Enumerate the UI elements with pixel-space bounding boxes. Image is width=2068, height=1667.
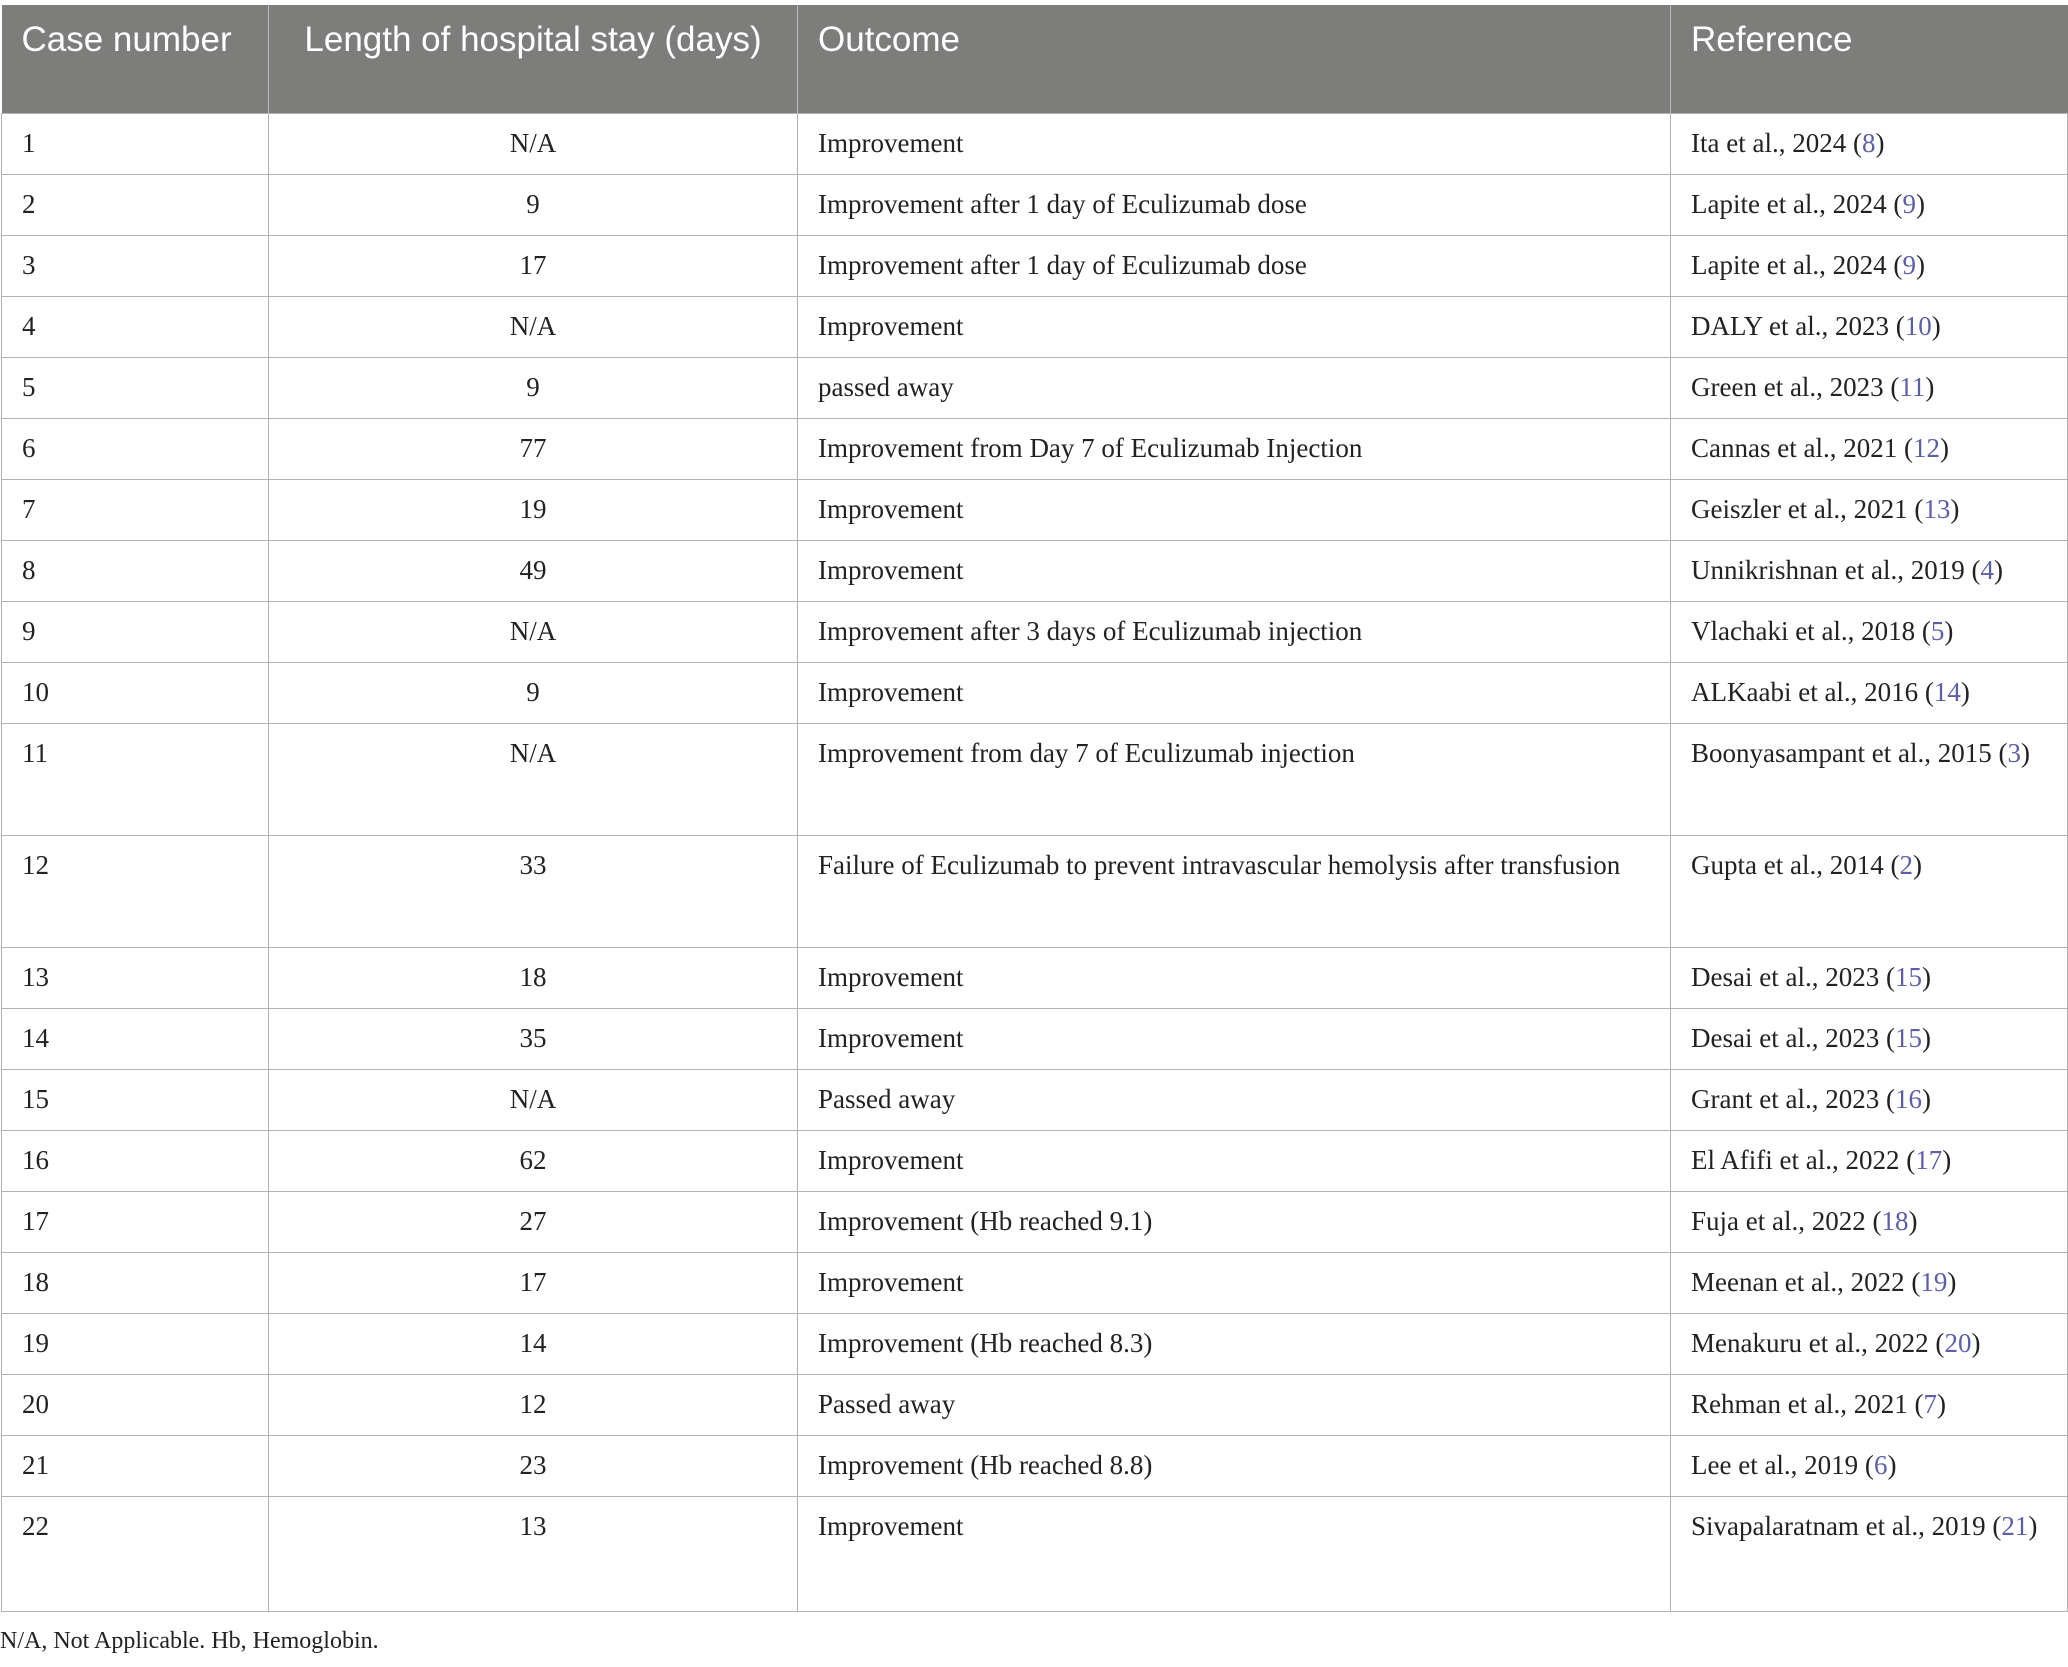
cell-length-of-stay: 12	[269, 1374, 798, 1435]
cell-outcome: Passed away	[798, 1069, 1671, 1130]
cell-reference	[1671, 418, 2068, 479]
reference-citation-link[interactable]: 11	[1899, 371, 1926, 402]
cell-reference	[1671, 479, 2068, 540]
case-table-container	[1, 5, 2067, 1612]
cell-reference	[1671, 1069, 2068, 1130]
reference-citation-link[interactable]: 8	[1861, 127, 1876, 158]
table-row	[2, 1313, 2068, 1374]
cell-outcome: Improvement after 1 day of Eculizumab dose	[798, 235, 1671, 296]
cell-length-of-stay: 17	[269, 1252, 798, 1313]
cell-reference	[1671, 174, 2068, 235]
reference-citation-link[interactable]: 15	[1894, 1022, 1922, 1053]
cell-case-number: 17	[2, 1191, 269, 1252]
cell-length-of-stay: 9	[269, 662, 798, 723]
cell-length-of-stay: 35	[269, 1008, 798, 1069]
table-row	[2, 1191, 2068, 1252]
reference-citation-link[interactable]: 15	[1894, 961, 1922, 992]
cell-case-number: 11	[2, 723, 269, 835]
reference-close-paren: )	[1915, 188, 1925, 219]
reference-text: Sivapalaratnam et al., 2019 (	[1691, 1510, 2002, 1541]
reference-close-paren: )	[1925, 371, 1935, 402]
cell-case-number: 7	[2, 479, 269, 540]
cell-outcome: Improvement	[798, 479, 1671, 540]
cell-reference	[1671, 835, 2068, 947]
reference-close-paren: )	[1912, 849, 1922, 880]
cell-reference	[1671, 1008, 2068, 1069]
table-row	[2, 113, 2068, 174]
cell-outcome: Improvement	[798, 1496, 1671, 1611]
table-row	[2, 479, 2068, 540]
reference-text: Vlachaki et al., 2018 (	[1691, 615, 1931, 646]
reference-citation-link[interactable]: 2	[1899, 849, 1913, 880]
reference-text: El Afifi et al., 2022 (	[1691, 1144, 1916, 1175]
reference-text: Fuja et al., 2022 (	[1691, 1205, 1882, 1236]
reference-text: Unnikrishnan et al., 2019 (	[1691, 554, 1981, 585]
cell-reference	[1671, 113, 2068, 174]
reference-close-paren: )	[1931, 310, 1941, 341]
reference-close-paren: )	[1950, 493, 1960, 524]
reference-citation-link[interactable]: 4	[1980, 554, 1994, 585]
cell-length-of-stay: N/A	[269, 601, 798, 662]
reference-citation-link[interactable]: 21	[2001, 1510, 2029, 1541]
cell-case-number: 4	[2, 296, 269, 357]
reference-close-paren: )	[2028, 1510, 2038, 1541]
reference-citation-link[interactable]: 17	[1915, 1144, 1943, 1175]
header-reference: Reference	[1671, 5, 2068, 113]
cell-length-of-stay: 9	[269, 174, 798, 235]
cell-reference	[1671, 1374, 2068, 1435]
table-row	[2, 662, 2068, 723]
cell-outcome: Improvement (Hb reached 8.8)	[798, 1435, 1671, 1496]
reference-close-paren: )	[1993, 554, 2003, 585]
reference-citation-link[interactable]: 9	[1902, 188, 1916, 219]
cell-case-number: 6	[2, 418, 269, 479]
reference-citation-link[interactable]: 16	[1894, 1083, 1922, 1114]
cell-case-number: 19	[2, 1313, 269, 1374]
cell-reference	[1671, 1313, 2068, 1374]
reference-close-paren: )	[1921, 1022, 1931, 1053]
reference-close-paren: )	[2020, 737, 2030, 768]
reference-text: Desai et al., 2023 (	[1691, 1022, 1895, 1053]
reference-text: Green et al., 2023 (	[1691, 371, 1900, 402]
table-row	[2, 1496, 2068, 1611]
reference-citation-link[interactable]: 7	[1923, 1388, 1937, 1419]
cell-case-number: 2	[2, 174, 269, 235]
cell-reference	[1671, 723, 2068, 835]
cell-reference	[1671, 235, 2068, 296]
table-row	[2, 835, 2068, 947]
cell-case-number: 20	[2, 1374, 269, 1435]
cell-outcome: Improvement	[798, 1252, 1671, 1313]
cell-case-number: 14	[2, 1008, 269, 1069]
header-row	[2, 5, 2068, 113]
cell-length-of-stay: N/A	[269, 1069, 798, 1130]
reference-citation-link[interactable]: 10	[1904, 310, 1932, 341]
cell-length-of-stay: N/A	[269, 723, 798, 835]
cell-reference	[1671, 357, 2068, 418]
cell-reference	[1671, 601, 2068, 662]
case-table	[1, 5, 2068, 1612]
cell-length-of-stay: N/A	[269, 296, 798, 357]
cell-outcome: Improvement	[798, 1008, 1671, 1069]
reference-text: Gupta et al., 2014 (	[1691, 849, 1900, 880]
cell-case-number: 8	[2, 540, 269, 601]
cell-case-number: 3	[2, 235, 269, 296]
reference-text: Lee et al., 2019 (	[1691, 1449, 1874, 1480]
reference-close-paren: )	[1921, 961, 1931, 992]
reference-text: Boonyasampant et al., 2015 (	[1691, 737, 2008, 768]
reference-close-paren: )	[1921, 1083, 1931, 1114]
reference-text: Meenan et al., 2022 (	[1691, 1266, 1921, 1297]
cell-length-of-stay: 49	[269, 540, 798, 601]
reference-citation-link[interactable]: 19	[1920, 1266, 1948, 1297]
reference-text: Lapite et al., 2024 (	[1691, 249, 1903, 280]
cell-outcome: Improvement after 1 day of Eculizumab dose	[798, 174, 1671, 235]
reference-citation-link[interactable]: 9	[1902, 249, 1916, 280]
cell-length-of-stay: 27	[269, 1191, 798, 1252]
reference-close-paren: )	[1887, 1449, 1897, 1480]
cell-length-of-stay: N/A	[269, 113, 798, 174]
reference-close-paren: )	[1942, 1144, 1952, 1175]
table-row	[2, 1252, 2068, 1313]
reference-text: Grant et al., 2023 (	[1691, 1083, 1895, 1114]
reference-text: Lapite et al., 2024 (	[1691, 188, 1903, 219]
cell-length-of-stay: 17	[269, 235, 798, 296]
cell-length-of-stay: 19	[269, 479, 798, 540]
reference-citation-link[interactable]: 12	[1912, 432, 1940, 463]
cell-length-of-stay: 62	[269, 1130, 798, 1191]
header-outcome: Outcome	[798, 5, 1671, 113]
reference-close-paren: )	[1875, 127, 1885, 158]
cell-case-number: 18	[2, 1252, 269, 1313]
cell-outcome: Improvement (Hb reached 8.3)	[798, 1313, 1671, 1374]
reference-text: Menakuru et al., 2022 (	[1691, 1327, 1945, 1358]
table-row	[2, 235, 2068, 296]
cell-reference	[1671, 1191, 2068, 1252]
cell-case-number: 15	[2, 1069, 269, 1130]
cell-outcome: Improvement	[798, 662, 1671, 723]
cell-case-number: 9	[2, 601, 269, 662]
cell-outcome: passed away	[798, 357, 1671, 418]
cell-case-number: 12	[2, 835, 269, 947]
cell-case-number: 5	[2, 357, 269, 418]
reference-text: Geiszler et al., 2021 (	[1691, 493, 1924, 524]
reference-close-paren: )	[1908, 1205, 1918, 1236]
table-row	[2, 1008, 2068, 1069]
cell-outcome: Failure of Eculizumab to prevent intravascular hemolysis after transfusion	[798, 835, 1671, 947]
cell-outcome: Improvement from Day 7 of Eculizumab Injection	[798, 418, 1671, 479]
cell-case-number: 16	[2, 1130, 269, 1191]
cell-length-of-stay: 18	[269, 947, 798, 1008]
cell-case-number: 1	[2, 113, 269, 174]
reference-citation-link[interactable]: 6	[1873, 1449, 1888, 1480]
reference-close-paren: )	[1947, 1266, 1957, 1297]
cell-outcome: Improvement	[798, 1130, 1671, 1191]
cell-length-of-stay: 9	[269, 357, 798, 418]
table-body	[2, 113, 2068, 1611]
cell-length-of-stay: 33	[269, 835, 798, 947]
cell-case-number: 10	[2, 662, 269, 723]
header-length-of-stay: Length of hospital stay (days)	[269, 5, 798, 113]
reference-close-paren: )	[1971, 1327, 1981, 1358]
table-header	[2, 5, 2068, 113]
cell-reference	[1671, 540, 2068, 601]
cell-outcome: Improvement after 3 days of Eculizumab injection	[798, 601, 1671, 662]
reference-citation-link[interactable]: 20	[1944, 1327, 1972, 1358]
cell-outcome: Improvement	[798, 296, 1671, 357]
cell-reference	[1671, 1252, 2068, 1313]
cell-outcome: Improvement	[798, 113, 1671, 174]
reference-text: Cannas et al., 2021 (	[1691, 432, 1913, 463]
table-row	[2, 1130, 2068, 1191]
cell-outcome: Improvement	[798, 947, 1671, 1008]
cell-case-number: 13	[2, 947, 269, 1008]
table-footnote: N/A, Not Applicable. Hb, Hemoglobin.	[0, 1628, 379, 1654]
cell-length-of-stay: 13	[269, 1496, 798, 1611]
reference-close-paren: )	[1944, 615, 1954, 646]
table-row	[2, 1069, 2068, 1130]
table-row	[2, 296, 2068, 357]
reference-citation-link[interactable]: 14	[1933, 676, 1961, 707]
reference-close-paren: )	[1939, 432, 1949, 463]
reference-text: DALY et al., 2023 (	[1691, 310, 1905, 341]
cell-reference	[1671, 1435, 2068, 1496]
table-row	[2, 357, 2068, 418]
cell-outcome: Passed away	[798, 1374, 1671, 1435]
cell-reference	[1671, 296, 2068, 357]
reference-citation-link[interactable]: 18	[1881, 1205, 1909, 1236]
header-case-number: Case number	[2, 5, 269, 113]
cell-length-of-stay: 23	[269, 1435, 798, 1496]
table-row	[2, 1435, 2068, 1496]
reference-text: ALKaabi et al., 2016 (	[1691, 676, 1934, 707]
cell-case-number: 22	[2, 1496, 269, 1611]
table-row	[2, 723, 2068, 835]
reference-text: Desai et al., 2023 (	[1691, 961, 1895, 992]
cell-outcome: Improvement from day 7 of Eculizumab injection	[798, 723, 1671, 835]
reference-text: Ita et al., 2024 (	[1691, 127, 1862, 158]
reference-close-paren: )	[1936, 1388, 1946, 1419]
reference-citation-link[interactable]: 5	[1930, 615, 1945, 646]
reference-citation-link[interactable]: 3	[2007, 737, 2021, 768]
reference-close-paren: )	[1915, 249, 1925, 280]
cell-length-of-stay: 77	[269, 418, 798, 479]
cell-reference	[1671, 1130, 2068, 1191]
table-row	[2, 947, 2068, 1008]
cell-length-of-stay: 14	[269, 1313, 798, 1374]
cell-outcome: Improvement (Hb reached 9.1)	[798, 1191, 1671, 1252]
cell-outcome: Improvement	[798, 540, 1671, 601]
table-row	[2, 540, 2068, 601]
reference-citation-link[interactable]: 13	[1923, 493, 1951, 524]
table-row	[2, 174, 2068, 235]
table-row	[2, 1374, 2068, 1435]
table-row	[2, 601, 2068, 662]
reference-close-paren: )	[1960, 676, 1970, 707]
reference-text: Rehman et al., 2021 (	[1691, 1388, 1924, 1419]
cell-reference	[1671, 1496, 2068, 1611]
cell-reference	[1671, 947, 2068, 1008]
cell-reference	[1671, 662, 2068, 723]
cell-case-number: 21	[2, 1435, 269, 1496]
table-row	[2, 418, 2068, 479]
